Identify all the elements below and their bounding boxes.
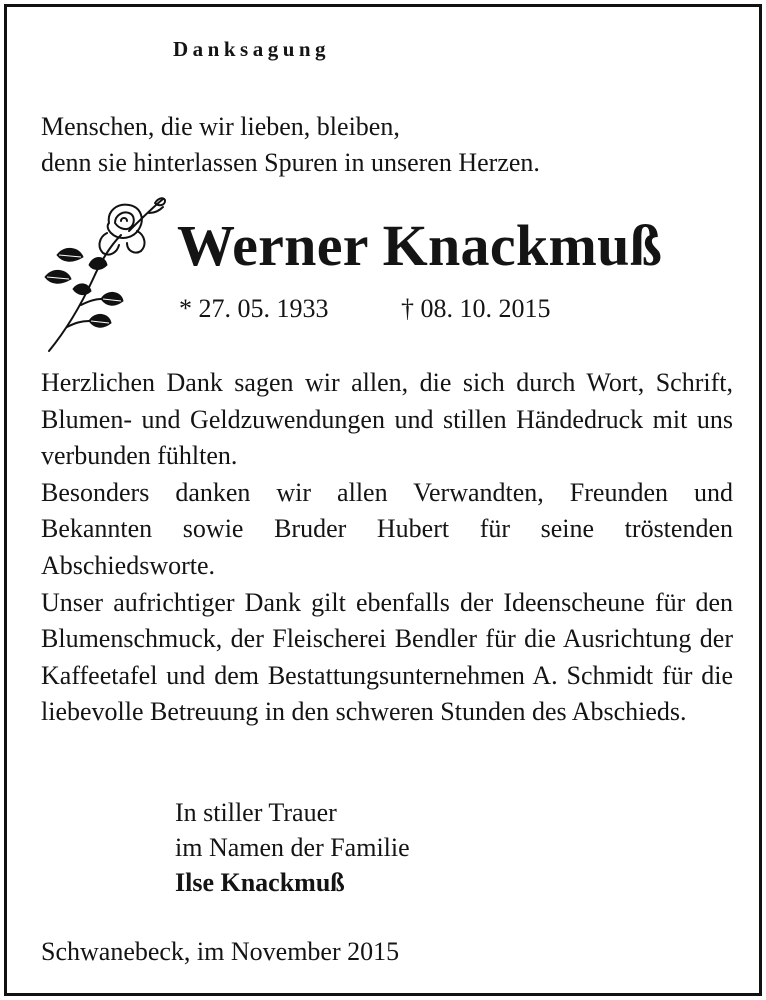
signer-name: Ilse Knackmuß bbox=[175, 868, 345, 897]
birth-date: * 27. 05. 1933 bbox=[179, 294, 329, 323]
closing-line: In stiller Trauer bbox=[175, 798, 337, 827]
rose-icon bbox=[37, 193, 169, 355]
death-date: † 08. 10. 2015 bbox=[401, 294, 551, 323]
motto bbox=[41, 109, 540, 181]
paragraph: Unser aufrichtiger Dank gilt ebenfalls der Ideenscheune für den Blumenschmuck, der Fleischerei Bendler für die Ausrichtung der Kaffeetafel und dem Bestattungsunternehmen A. Schmidt für die liebevolle Betreuung in den schweren Stunden des Abschieds. bbox=[41, 587, 733, 727]
closing-block bbox=[175, 795, 410, 900]
closing-line: im Namen der Familie bbox=[175, 833, 410, 862]
deceased-name: Werner Knackmuß bbox=[177, 213, 663, 278]
notice-heading: Danksagung bbox=[173, 37, 331, 61]
paragraph: Herzlichen Dank sagen wir allen, die sich durch Wort, Schrift, Blumen- und Geldzuwendungen und stillen Händedruck mit uns verbunden fühlten. bbox=[41, 368, 733, 471]
paragraph: Besonders danken wir allen Verwandten, Freunden und Bekannten sowie Bruder Hubert für seine tröstenden Abschiedsworte. bbox=[41, 477, 733, 580]
place-date: Schwanebeck, im November 2015 bbox=[41, 937, 400, 966]
motto-line: denn sie hinterlassen Spuren in unseren Herzen. bbox=[41, 148, 540, 177]
motto-line: Menschen, die wir lieben, bleiben, bbox=[41, 112, 400, 141]
notice-frame bbox=[4, 4, 762, 996]
thanks-text bbox=[41, 365, 733, 731]
